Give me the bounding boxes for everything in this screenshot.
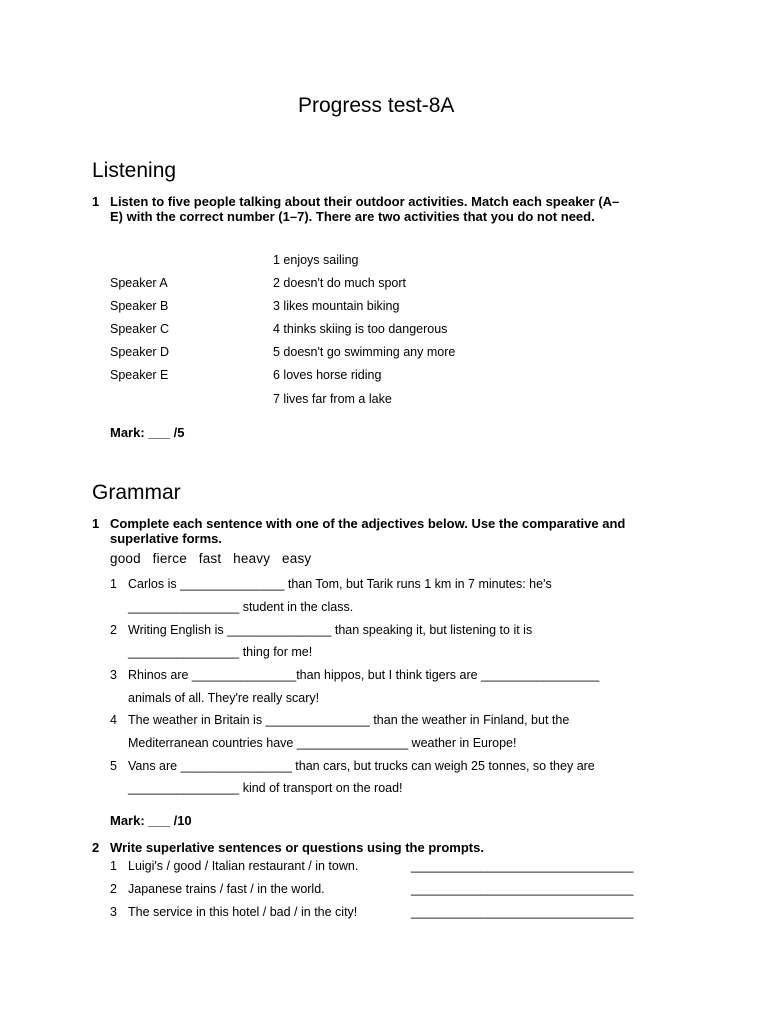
sentence-line: Mediterranean countries have ________________ weather in Europe! <box>128 736 517 750</box>
sentence-line: The weather in Britain is _______________ than the weather in Finland, but the <box>128 713 570 727</box>
sentence-line: animals of all. They're really scary! <box>128 691 320 705</box>
activity-option: 4 thinks skiing is too dangerous <box>273 322 448 336</box>
prompt-text: Luigi's / good / Italian restaurant / in town. <box>128 859 359 873</box>
section-heading-grammar: Grammar <box>92 481 181 504</box>
sentence-line: Carlos is _______________ than Tom, but Tarik runs 1 km in 7 minutes: he's <box>128 577 552 591</box>
activity-option: 7 lives far from a lake <box>273 392 392 406</box>
instruction-line: Listen to five people talking about their outdoor activities. Match each speaker (A– <box>110 194 620 209</box>
speaker-label: Speaker D <box>110 345 170 359</box>
answer-blank: ________________________________ <box>411 905 634 919</box>
activity-option: 5 doesn't go swimming any more <box>273 345 456 359</box>
page-title: Progress test-8A <box>298 94 455 117</box>
speaker-label: Speaker C <box>110 322 170 336</box>
item-number: 1 <box>110 859 117 873</box>
item-number: 1 <box>110 577 117 591</box>
answer-blank: ________________________________ <box>411 882 634 896</box>
question-number: 2 <box>92 840 100 855</box>
sentence-line: Rhinos are _______________than hippos, but I think tigers are _________________ <box>128 668 600 682</box>
instruction-line: superlative forms. <box>110 531 222 546</box>
item-number: 2 <box>110 623 117 637</box>
item-number: 3 <box>110 905 117 919</box>
word-box: good fierce fast heavy easy <box>110 551 312 566</box>
sentence-line: ________________ thing for me! <box>128 645 313 659</box>
activity-option: 2 doesn't do much sport <box>273 276 407 290</box>
activity-option: 1 enjoys sailing <box>273 253 359 267</box>
activity-option: 6 loves horse riding <box>273 368 382 382</box>
section-heading-listening: Listening <box>92 159 177 182</box>
speaker-label: Speaker E <box>110 368 169 382</box>
mark-line: Mark: ___ /10 <box>110 813 192 828</box>
grammar-q2-instructions: Write superlative sentences or questions using the prompts. <box>110 840 484 855</box>
item-number: 2 <box>110 882 117 896</box>
speaker-label: Speaker B <box>110 299 169 313</box>
instruction-line: Complete each sentence with one of the adjectives below. Use the comparative and <box>110 516 626 531</box>
sentence-line: ________________ kind of transport on the road! <box>128 781 403 795</box>
grammar-instructions <box>110 516 625 546</box>
mark-line: Mark: ___ /5 <box>110 425 185 440</box>
sentence-line: ________________ student in the class. <box>128 600 354 614</box>
sentence-line: Vans are ________________ than cars, but trucks can weigh 25 tonnes, so they are <box>128 759 595 773</box>
sentence-line: Writing English is _______________ than speaking it, but listening to it is <box>128 623 533 637</box>
answer-blank: ________________________________ <box>411 859 634 873</box>
prompt-text: Japanese trains / fast / in the world. <box>128 882 325 896</box>
question-number: 1 <box>92 516 100 531</box>
activity-option: 3 likes mountain biking <box>273 299 400 313</box>
item-number: 3 <box>110 668 117 682</box>
item-number: 5 <box>110 759 117 773</box>
instruction-line: E) with the correct number (1–7). There are two activities that you do not need. <box>110 209 595 224</box>
item-number: 4 <box>110 713 117 727</box>
prompt-text: The service in this hotel / bad / in the city! <box>128 905 358 919</box>
listening-instructions <box>110 194 619 224</box>
question-number: 1 <box>92 194 100 209</box>
speaker-label: Speaker A <box>110 276 168 290</box>
